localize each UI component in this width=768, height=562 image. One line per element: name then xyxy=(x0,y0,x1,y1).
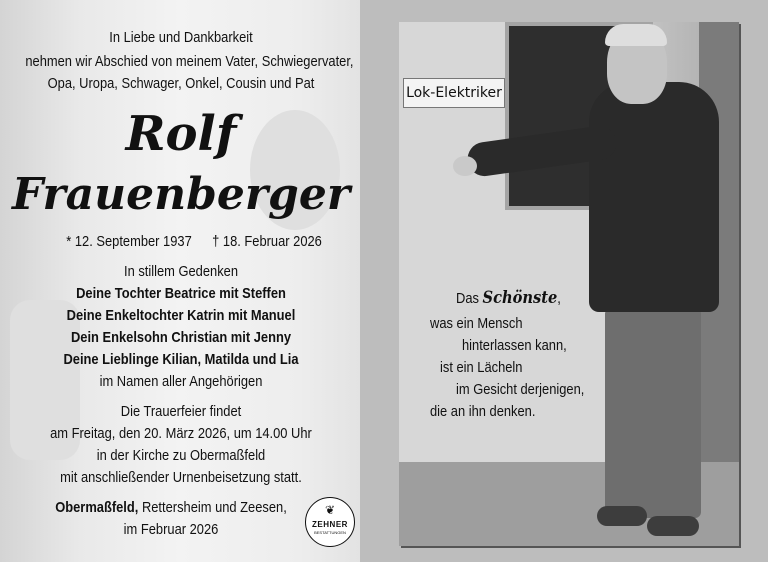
mourner-line: Deine Enkeltochter Katrin mit Manuel xyxy=(66,307,296,324)
quote-line: die an ihn denken. xyxy=(430,403,536,420)
mourners-closing: im Namen aller Angehörigen xyxy=(99,373,263,390)
place-line xyxy=(15,498,326,518)
person xyxy=(589,82,719,312)
quote-line: was ein Mensch xyxy=(430,315,523,332)
logo-subtitle: BESTATTUNGEN xyxy=(314,530,346,535)
place-rest: Rettersheim und Zeesen, xyxy=(138,499,287,516)
intro-line: In Liebe und Dankbarkeit xyxy=(109,29,253,46)
quote-post: , xyxy=(557,290,561,307)
mourner-line: Deine Tochter Beatrice mit Steffen xyxy=(76,285,286,302)
quote-line: ist ein Lächeln xyxy=(440,359,523,376)
birth-date: * 12. September 1937 xyxy=(66,233,192,250)
logo-brand: ZEHNER xyxy=(312,520,348,529)
sign: Lok-Elektriker xyxy=(403,78,505,108)
funeral-home-logo xyxy=(305,497,355,547)
service-line: mit anschließender Urnenbeisetzung statt. xyxy=(60,469,302,486)
death-date: † 18. Februar 2026 xyxy=(212,233,322,250)
flower-icon: ❦ xyxy=(324,503,336,517)
quote-emphasis: Schönste xyxy=(482,288,558,308)
quote-line: hinterlassen kann, xyxy=(462,337,567,354)
last-name: Frauenberger xyxy=(11,169,350,220)
portrait-photo xyxy=(399,22,739,546)
mourner-line: Deine Lieblinge Kilian, Matilda und Lia xyxy=(63,351,299,368)
quote-line: im Gesicht derjenigen, xyxy=(456,381,585,398)
mourner-line: Dein Enkelsohn Christian mit Jenny xyxy=(70,329,292,346)
place-date: im Februar 2026 xyxy=(123,521,219,538)
quote-pre: Das xyxy=(456,290,483,307)
service-line: am Freitag, den 20. März 2026, um 14.00 Uhr xyxy=(50,425,312,442)
intro-line: Opa, Uropa, Schwager, Onkel, Cousin und Pat xyxy=(47,75,315,92)
first-name: Rolf xyxy=(125,106,237,162)
quote-first-line xyxy=(456,288,594,309)
place-bold: Obermaßfeld, xyxy=(55,499,139,516)
intro-line: nehmen wir Abschied von meinem Vater, Schwiegervater, xyxy=(25,53,354,70)
mourners-intro: In stillem Gedenken xyxy=(123,263,239,280)
service-line: in der Kirche zu Obermaßfeld xyxy=(96,447,266,464)
service-line: Die Trauerfeier findet xyxy=(120,403,242,420)
